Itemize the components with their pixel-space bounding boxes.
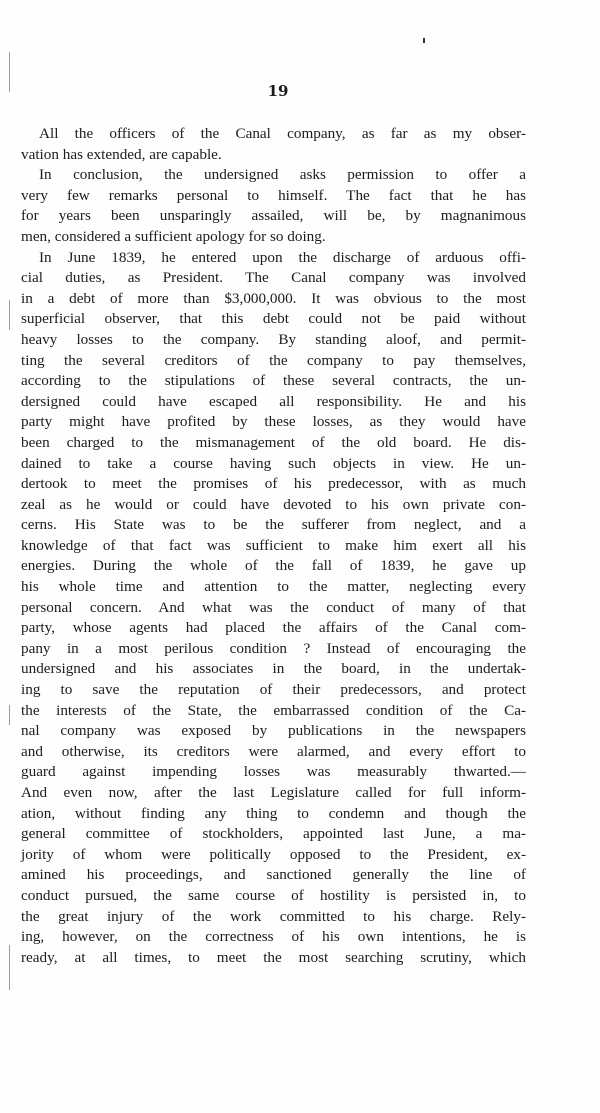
text-line: general committee of stockholders, appointed last June, a ma- [21,825,526,843]
text-line: very few remarks personal to himself. The fact that he has [21,186,526,204]
text-line: the great injury of the work committed to his charge. Rely- [21,907,526,925]
text-line: nal company was exposed by publications in the newspapers [21,722,526,740]
text-line: his whole time and attention to the matter, neglecting every [21,578,526,596]
text-line: been charged to the mismanagement of the old board. He dis- [21,433,526,451]
text-line: dertook to meet the promises of his predecessor, with as much [21,475,526,493]
text-line: party might have profited by these losses, as they would have [21,413,526,431]
text-line: personal concern. And what was the conduct of many of that [21,598,526,616]
text-line: ting the several creditors of the company to pay themselves, [21,351,526,369]
text-line: zeal as he would or could have devoted to his own private con- [21,495,526,513]
text-line: dained to take a course having such objects in view. He un- [21,454,526,472]
text-line: heavy losses to the company. By standing aloof, and permit- [21,330,526,348]
text-line: ing, however, on the correctness of his own intentions, he is [21,928,526,946]
text-line: dersigned could have escaped all responsibility. He and his [21,392,526,410]
text-line: in a debt of more than $3,000,000. It was obvious to the most [21,289,526,307]
stray-ink-mark [423,38,425,43]
page-edge-mark [9,300,10,330]
text-line: pany in a most perilous condition ? Instead of encouraging the [21,639,526,657]
text-line: cerns. His State was to be the sufferer from neglect, and a [21,516,526,534]
text-line: knowledge of that fact was sufficient to make him exert all his [21,536,526,554]
text-line: for years been unsparingly assailed, will be, by magnanimous [21,207,526,225]
text-line: amined his proceedings, and sanctioned generally the line of [21,866,526,884]
text-line: ready, at all times, to meet the most searching scrutiny, which [21,948,526,966]
text-line: ing to save the reputation of their predecessors, and protect [21,681,526,699]
text-line: ation, without finding any thing to condemn and though the [21,804,526,822]
text-line: energies. During the whole of the fall of 1839, he gave up [21,557,526,575]
page-number: 19 [267,82,289,100]
text-line: All the officers of the Canal company, as far as my obser- [39,125,526,142]
text-line: jority of whom were politically opposed to the President, ex- [21,845,526,863]
page-edge-mark [9,705,10,725]
text-line: vation has extended, are capable. [21,145,222,163]
text-line: cial duties, as President. The Canal company was involved [21,269,526,287]
text-line: according to the stipulations of these several contracts, the un- [21,372,526,390]
page-edge-mark [9,945,10,990]
text-line: men, considered a sufficient apology for so doing. [21,227,326,245]
text-line: And even now, after the last Legislature called for full inform- [21,784,526,801]
text-line: undersigned and his associates in the board, in the undertak- [21,660,526,678]
text-line: In conclusion, the undersigned asks permission to offer a [39,166,526,184]
body-text [21,124,526,968]
text-line: superficial observer, that this debt could not be paid without [21,310,526,328]
text-line: the interests of the State, the embarrassed condition of the Ca- [21,701,526,719]
text-line: In June 1839, he entered upon the discharge of arduous offi- [39,248,526,266]
text-line: guard against impending losses was measurably thwarted.— [21,763,526,781]
text-line: and otherwise, its creditors were alarmed, and every effort to [21,742,526,760]
text-line: conduct pursued, the same course of hostility is persisted in, to [21,886,526,904]
text-line: party, whose agents had placed the affairs of the Canal com- [21,619,526,637]
